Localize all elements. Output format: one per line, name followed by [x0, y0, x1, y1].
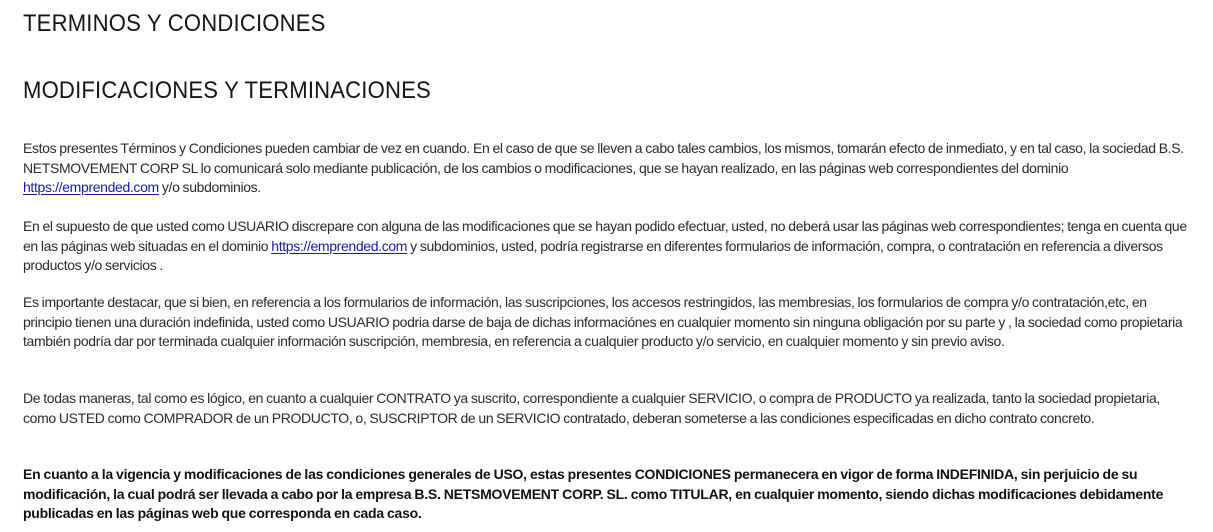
paragraph-subscriptions: Es importante destacar, que si bien, en referencia a los formularios de información, las suscripciones, los accesos restringidos, las membresias, los formularios de compra y/o contratación,etc, en principio tienen una duración indefinida, usted como USUARIO podria darse de baja de dichas informaciónes en cualquier momento sin ninguna obligación por su parte y , la sociedad como propietaria también podría dar por terminada cualquier información suscripción, membresia, en referencia a cualquier producto y/o servicio, en cualquier momento y sin previo aviso. — [23, 294, 1183, 349]
paragraph-contracts: De todas maneras, tal como es lógico, en cuanto a cualquier CONTRATO ya suscrito, correspondiente a cualquier SERVICIO, o compra de PRODUCTO ya realizada, tanto la sociedad propietaria, como USTED como COMPRADOR de un PRODUCTO, o, SUSCRIPTOR de un SERVICIO contratado, deberan someterse a las condiciones especificadas en dicho contrato concreto. — [23, 390, 1160, 426]
section-title: MODIFICACIONES Y TERMINACIONES — [23, 77, 431, 104]
paragraph-changes-notice — [23, 139, 1188, 198]
domain-link[interactable]: https://emprended.com — [271, 237, 408, 254]
paragraph-text: y/o subdominios. — [158, 179, 261, 195]
paragraph-text: Estos presentes Términos y Condiciones pueden cambiar de vez en cuando. En el caso de que se lleven a cabo tales cambios, los mismos, tomarán efecto de inmediato, y en tal caso, la sociedad B.S. NETSMOVEMENT CORP SL lo comunicará solo mediante publicación, de los cambios o modificaciones, que se hayan realizado, en las páginas web correspondientes del dominio — [23, 140, 1184, 176]
domain-link[interactable]: https://emprended.com — [23, 179, 159, 195]
paragraph-text: y subdominios, usted, podría registrarse en diferentes formularios de información, compra, o contratación en referencia a diversos productos y/o servicios . — [23, 237, 1163, 273]
paragraph-text: En el supuesto de que usted como USUARIO discrepare con alguna de las modificaciones que se hayan podido efectuar, usted, no deberá usar las páginas web correspondientes; tenga en cuenta que en las páginas web situadas en el dominio — [23, 218, 1187, 254]
paragraph-user-disagreement — [23, 217, 1188, 276]
paragraph-validity: En cuanto a la vigencia y modificaciones de las condiciones generales de USO, estas presentes CONDICIONES permanecera en vigor de forma INDEFINIDA, sin perjuicio de su modificación, la cual podrá ser llevada a cabo por la empresa B.S. NETSMOVEMENT CORP. SL. como TITULAR, en cualquier momento, siendo dichas modificaciones debidamente publicadas en las páginas web que corresponda en cada caso. — [23, 466, 1164, 521]
page-title: TERMINOS Y CONDICIONES — [23, 10, 326, 37]
